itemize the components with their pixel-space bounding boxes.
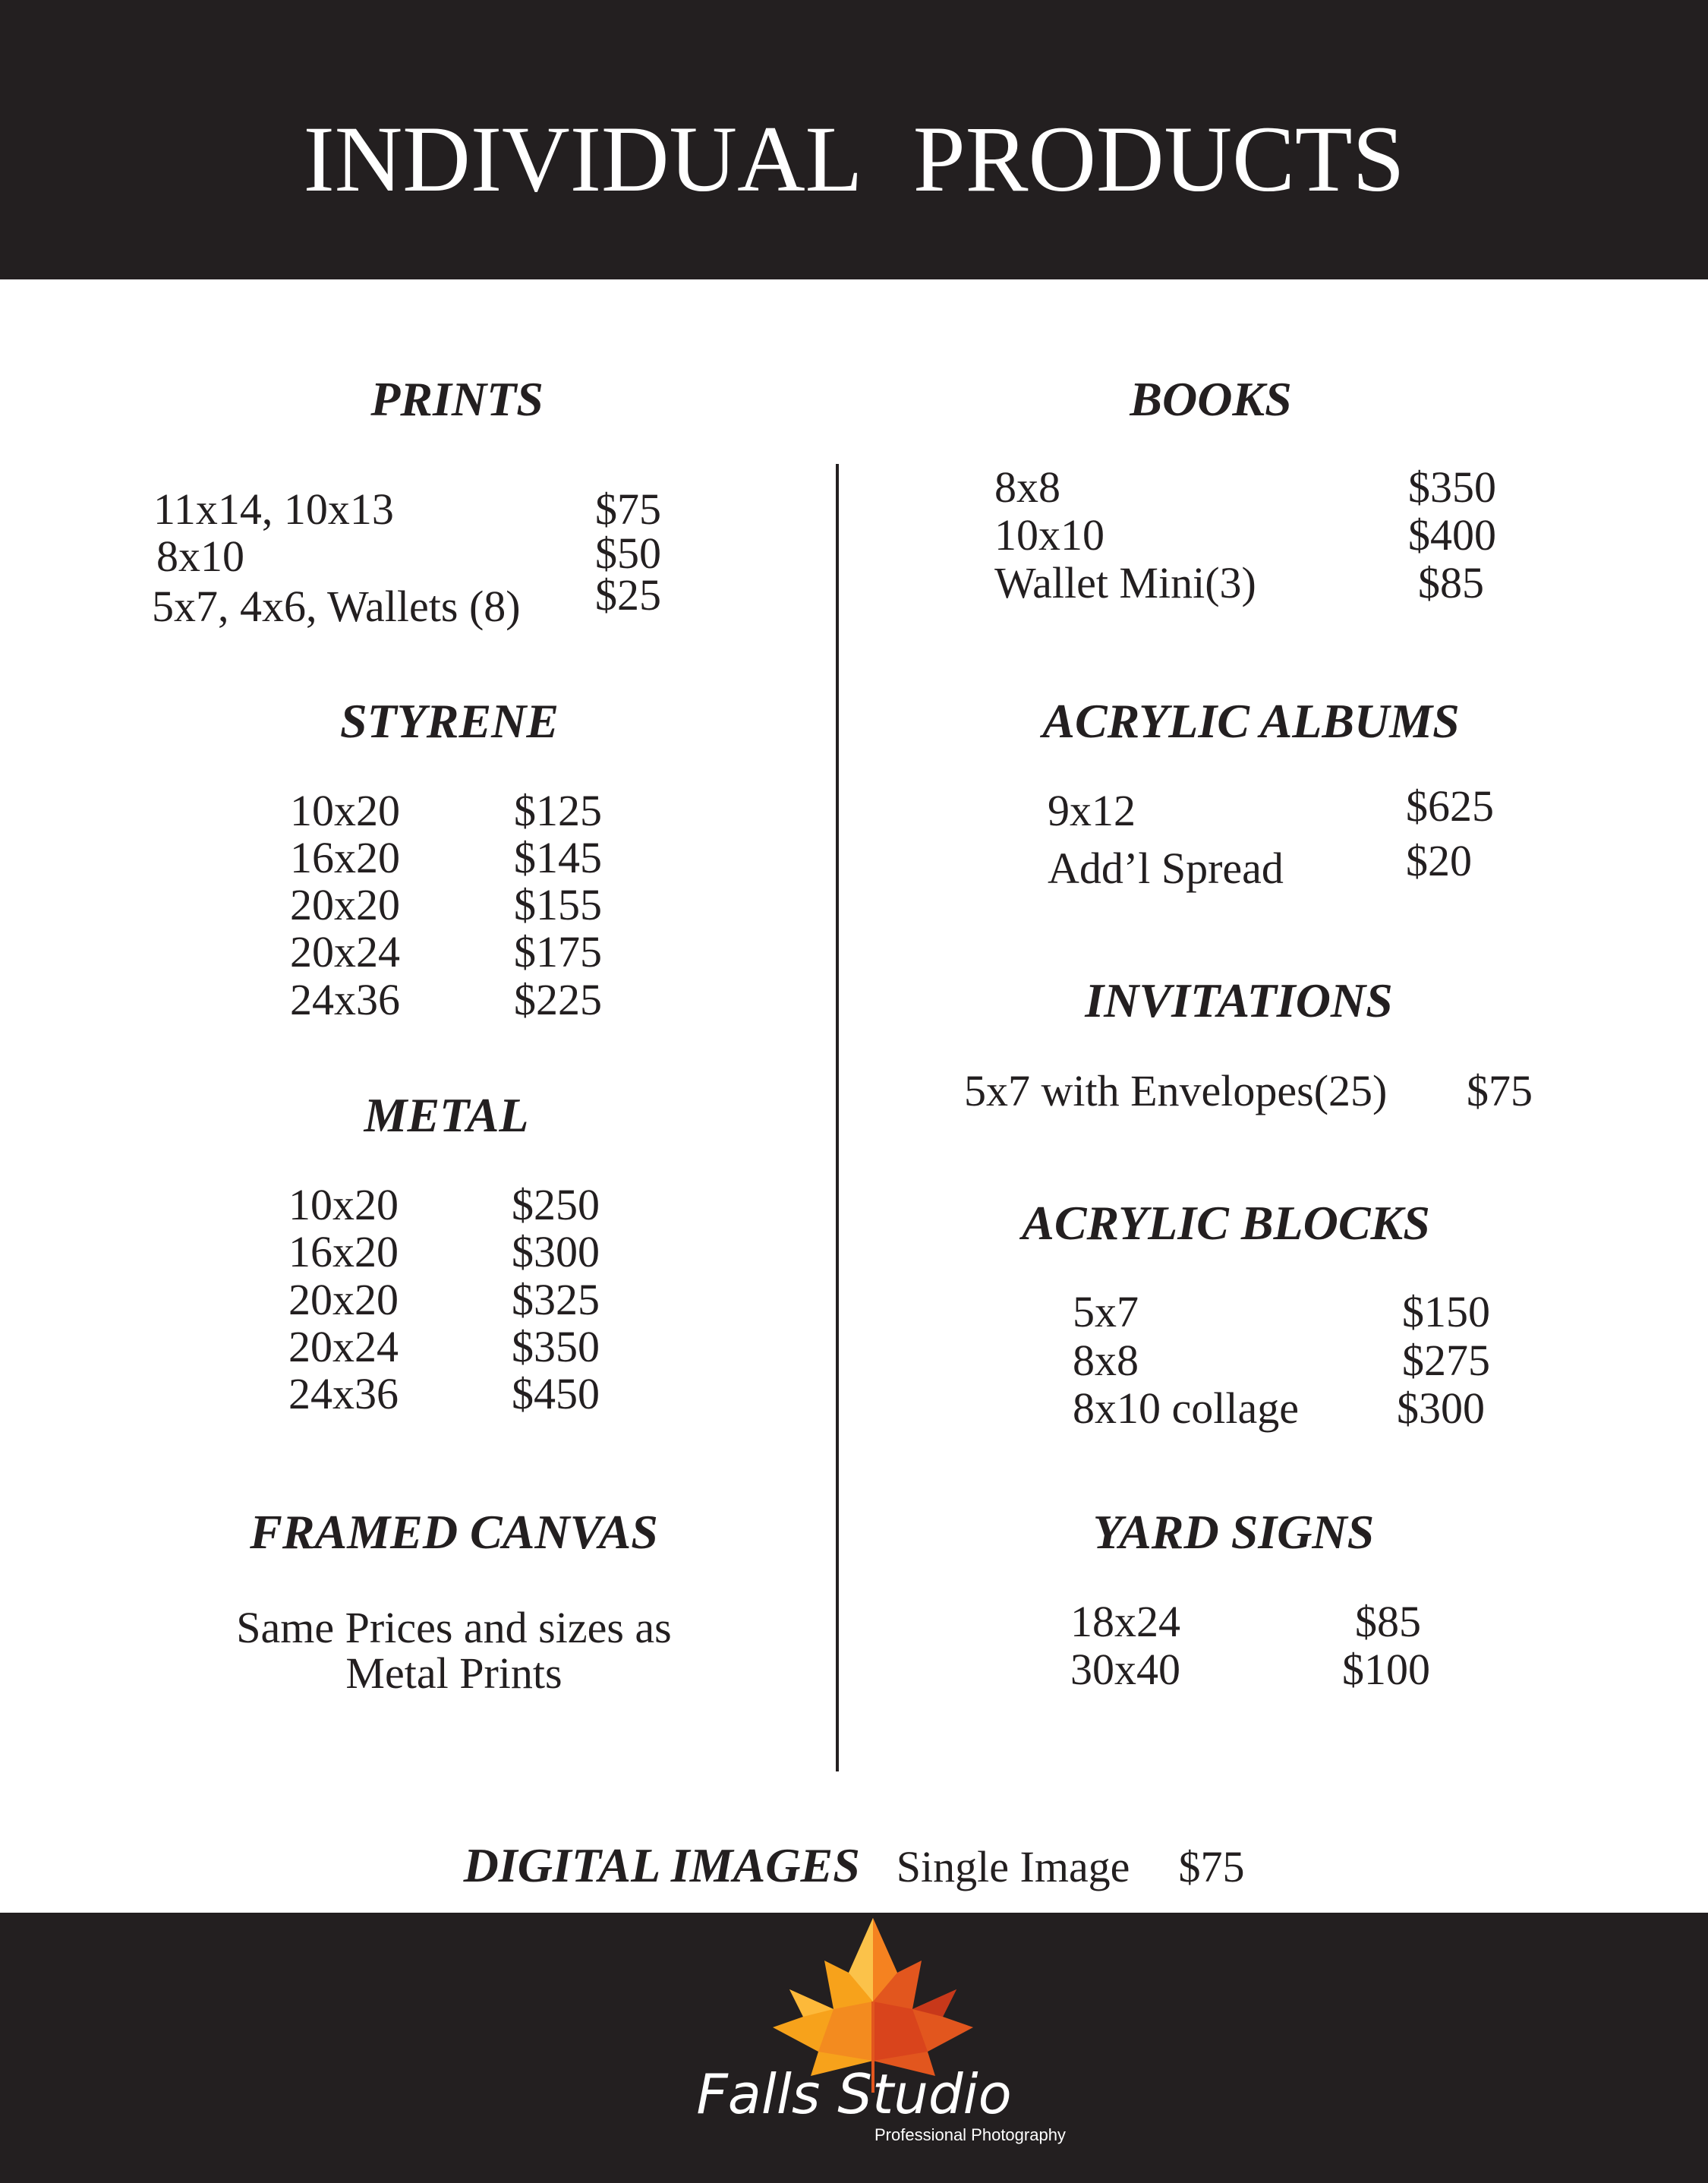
invitations-heading: INVITATIONS [1085,973,1393,1027]
books-size-1: 8x8 [994,462,1060,512]
prints-price-2: $50 [595,528,661,578]
styrene-size-1: 10x20 [290,786,400,835]
metal-price-2: $300 [512,1227,600,1276]
acrylic-blocks-size-2: 8x8 [1073,1336,1139,1385]
styrene-size-2: 16x20 [290,833,400,882]
digital-images-row [0,1838,1708,1894]
page-title: INDIVIDUAL PRODUCTS [303,107,1405,211]
styrene-price-4: $175 [514,927,602,976]
acrylic-blocks-price-3: $300 [1397,1383,1485,1433]
acrylic-albums-heading: ACRYLIC ALBUMS [1042,694,1460,748]
styrene-heading: STYRENE [339,694,559,748]
styrene-price-3: $155 [514,880,602,929]
acrylic-albums-size-2: Add’l Spread [1048,844,1284,893]
styrene-size-4: 20x24 [290,927,400,976]
acrylic-albums-price-1: $625 [1406,781,1494,831]
metal-size-3: 20x20 [288,1275,399,1324]
metal-price-3: $325 [512,1275,600,1324]
yard-signs-price-2: $100 [1342,1645,1430,1694]
acrylic-albums-size-1: 9x12 [1048,786,1136,835]
styrene-price-5: $225 [514,975,602,1024]
invitations-price-1: $75 [1467,1066,1533,1115]
yard-signs-size-1: 18x24 [1070,1597,1180,1646]
prints-heading: PRINTS [370,372,544,426]
metal-price-4: $350 [512,1322,600,1371]
brand-name: Falls Studio [696,2062,1012,2126]
styrene-price-1: $125 [514,786,602,835]
prints-price-3: $25 [595,570,661,620]
styrene-size-5: 24x36 [290,975,400,1024]
styrene-size-3: 20x20 [290,880,400,929]
framed-canvas-line-2: Metal Prints [345,1648,563,1698]
styrene-price-2: $145 [514,833,602,882]
metal-size-4: 20x24 [288,1322,399,1371]
acrylic-blocks-heading: ACRYLIC BLOCKS [1022,1196,1430,1250]
yard-signs-heading: YARD SIGNS [1092,1505,1375,1559]
acrylic-blocks-size-1: 5x7 [1073,1287,1139,1336]
prints-size-2: 8x10 [156,532,244,581]
books-size-3: Wallet Mini(3) [994,558,1256,607]
prints-size-1: 11x14, 10x13 [153,484,394,534]
column-divider [836,464,839,1771]
framed-canvas-line-1: Same Prices and sizes as [236,1603,672,1652]
digital-images-item: Single Image [896,1842,1130,1891]
digital-images-heading: DIGITAL IMAGES [463,1838,860,1892]
acrylic-albums-price-2: $20 [1406,836,1472,885]
metal-heading: METAL [364,1088,529,1142]
brand-tagline: Professional Photography [874,2125,1066,2144]
acrylic-blocks-price-1: $150 [1402,1287,1490,1336]
books-size-2: 10x10 [994,510,1105,560]
acrylic-blocks-size-3: 8x10 collage [1073,1383,1299,1433]
acrylic-blocks-price-2: $275 [1402,1336,1490,1385]
prints-price-1: $75 [595,484,661,534]
metal-price-1: $250 [512,1180,600,1229]
books-price-3: $85 [1418,558,1484,607]
books-price-1: $350 [1408,462,1496,512]
digital-images-price: $75 [1178,1842,1245,1891]
metal-size-1: 10x20 [288,1180,399,1229]
yard-signs-size-2: 30x40 [1070,1645,1180,1694]
framed-canvas-heading: FRAMED CANVAS [250,1505,658,1559]
prints-size-3: 5x7, 4x6, Wallets (8) [152,582,521,631]
yard-signs-price-1: $85 [1355,1597,1421,1646]
invitations-size-1: 5x7 with Envelopes(25) [964,1066,1388,1115]
books-heading: BOOKS [1130,372,1292,426]
books-price-2: $400 [1408,510,1496,560]
metal-size-2: 16x20 [288,1227,399,1276]
metal-price-5: $450 [512,1369,600,1418]
metal-size-5: 24x36 [288,1369,399,1418]
